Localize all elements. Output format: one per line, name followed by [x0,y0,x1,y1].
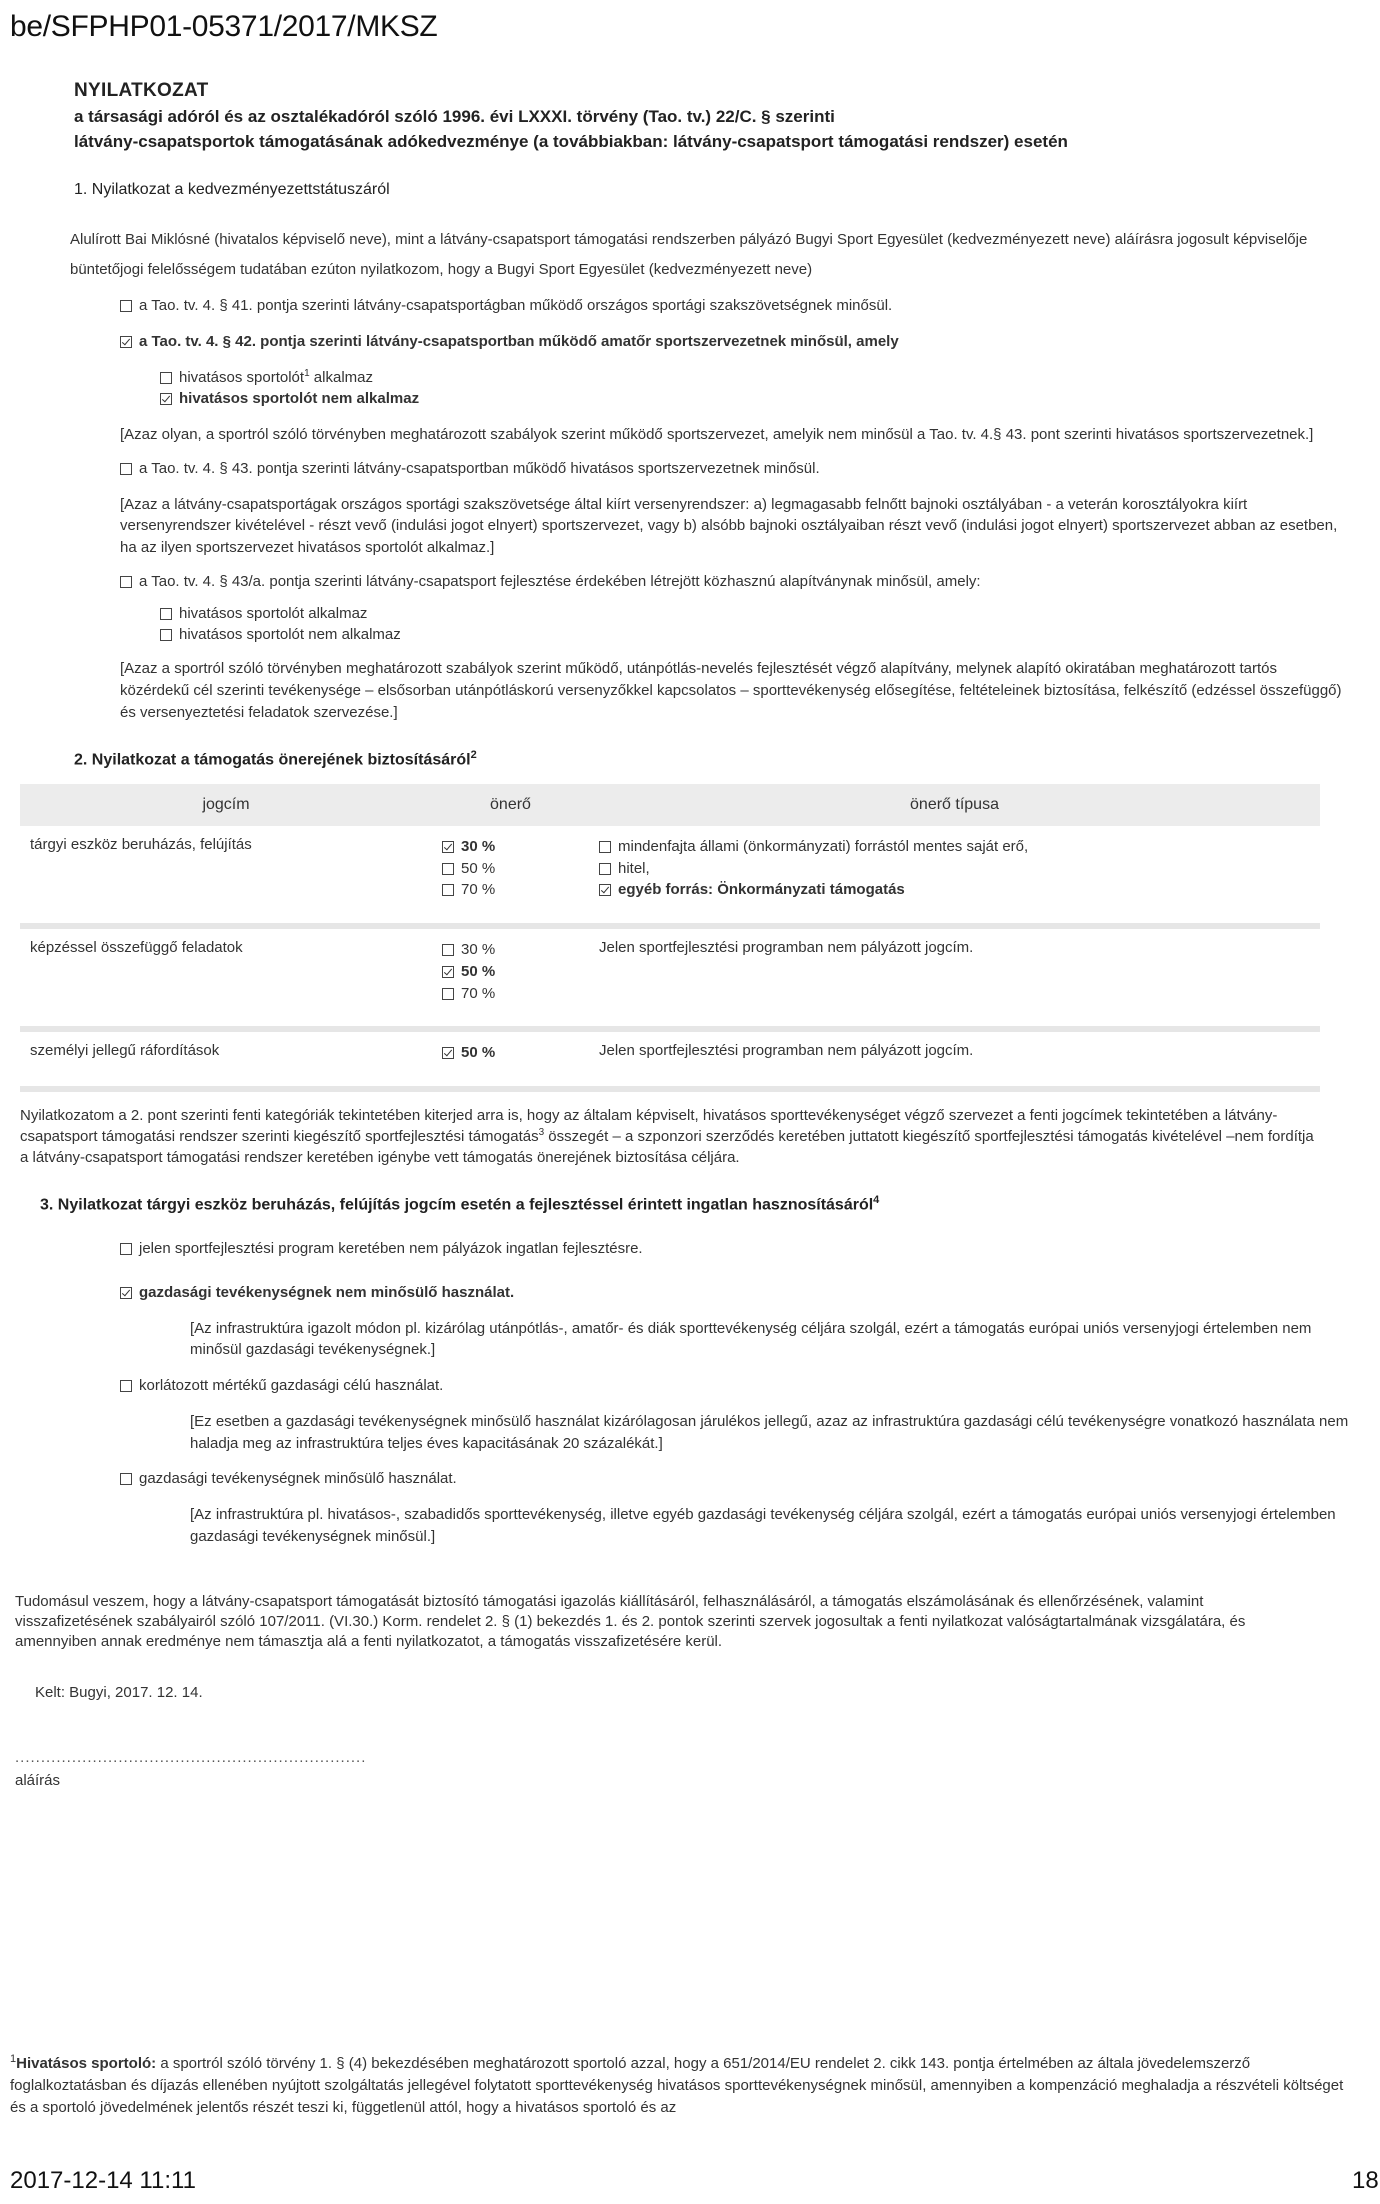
s1-option-43a[interactable] [120,571,1350,593]
declaration-page [15,80,1350,1792]
section-3-heading-text: 3. Nyilatkozat tárgyi eszköz beruházás, felújítás jogcím esetén a fejlesztéssel érintett ingatlan hasznosításáról [40,1196,874,1214]
s1-option-42-a[interactable] [160,367,1350,389]
document-title: NYILATKOZAT [74,80,209,101]
checkbox-unchecked[interactable] [120,576,132,588]
s3-option-label: jelen sportfejlesztési program keretében nem pályázok ingatlan fejlesztésre. [139,1240,643,1258]
s1-option-43a-note: [Azaz a sportról szóló törvényben meghatározott szabályok szerint működő, utánpótlás-nevelés fejlesztését végző alapítvány, melynek alapító okiratában meghatározott tartós közérdekű cél szerinti tevékenysége – elsősorban utánpótláskorú versenyzőkkel kapcsolatos – sporttevékenység elősegítése, feltételeinek biztosítása, felkészítő (edzéssel összefüggő) és versenyeztetési feladatok szervezése.] [120,660,1342,721]
closing-statement: Tudomásul veszem, hogy a látvány-csapatsport támogatását biztosító támogatási igazolás kiállításáról, felhasználásáról, a támogatás elszámolásának és ellenőrzésének, valamint visszafizetésének szabályairól szóló 107/2011. (VI.30.) Korm. rendelet 2. § (1) bekezdés 1. és 2. pontok szerinti szervek jogosultak a fenti nyilatkozat valóságtartalmának vizsgálatára, és amennyiben annak eredménye nem támasztja alá a fenti nyilatkozatot, a támogatás visszafizetésére kerül. [15,1592,1246,1651]
footnote-ref-1: 1 [304,367,310,379]
signature-label: aláírás [15,1771,61,1789]
s3-option-limited-economic[interactable] [120,1375,1350,1397]
checkbox-checked[interactable] [599,884,611,896]
col-header-onero-tipusa: önerő típusa [589,784,1320,826]
statement-part-b: összegét – a szponzori szerződés keretében juttatott kiegészítő sportfejlesztési támogatás kivételével –nem fordítja a látvány-csapatsport támogatási rendszer keretében igénybe vett támogatás önerejének biztosítása céljára. [20,1128,1314,1166]
pct-option[interactable] [442,939,579,961]
row-jogcim: képzéssel összefüggő feladatok [30,939,243,957]
s1-option-43-note: [Azaz a látvány-csapatsportágak országos sportági szakszövetsége által kiírt versenyrendszer: a) legmagasabb felnőtt bajnoki osztályában - a veterán korosztályokra kiírt versenyrendszer kivételével - részt vevő (indulási jogot elnyert) sportszervezet, vagy b) alsóbb bajnoki osztályaiban részt vevő (indulási jogot elnyert) sportszervezet abban az esetben, ha az ilyen sportszervezet hivatásos sportolót alkalmaz.] [120,495,1338,557]
signature-line: .................................................................... [15,1748,367,1766]
s1-option-41[interactable] [120,295,1350,317]
s3-option-non-economic[interactable] [120,1282,1350,1304]
footnote-ref-3: 3 [538,1127,545,1139]
s1-option-42-a-text: hivatásos sportolót [179,368,305,386]
row-separator [20,1086,1320,1092]
section-1-heading: 1. Nyilatkozat a kedvezményezettstátuszáról [74,181,390,199]
pct-option[interactable] [442,961,579,983]
s1-option-43a-b-label: hivatásos sportolót nem alkalmaz [179,626,401,644]
checkbox-checked[interactable] [442,966,454,978]
s1-option-42-b[interactable] [160,388,1350,410]
type-label: egyéb forrás: Önkormányzati támogatás [618,881,905,899]
s1-option-43[interactable] [120,458,1350,480]
checkbox-unchecked[interactable] [599,841,611,853]
row-tipus: Jelen sportfejlesztési programban nem pályázott jogcím. [599,939,974,957]
date-place: Kelt: Bugyi, 2017. 12. 14. [35,1684,203,1702]
pct-option[interactable] [442,983,579,1005]
pct-option[interactable] [442,879,579,901]
scan-timestamp: 2017-12-14 11:11 [10,2167,196,2194]
s3-option-label: korlátozott mértékű gazdasági célú használat. [139,1377,444,1395]
type-option[interactable] [599,836,1310,858]
s1-option-41-label: a Tao. tv. 4. § 41. pontja szerinti látvány-csapatsportágban működő országos sportági szakszövetségnek minősül. [139,297,893,315]
checkbox-checked[interactable] [160,393,172,405]
pct-label: 50 % [461,859,496,877]
row-tipus: Jelen sportfejlesztési programban nem pályázott jogcím. [599,1042,974,1060]
s1-option-42-a-label [179,367,373,389]
checkbox-checked[interactable] [442,1047,454,1059]
type-option[interactable] [599,858,1310,880]
footnote-text: a sportról szóló törvény 1. § (4) bekezdésében meghatározott sportoló azzal, hogy a 651/2014/EU rendelet 2. cikk 143. pontja értelmében az általa jövedelemszerző foglalkoztatásban és díjazás ellenében nyújtott szolgáltatás jellegével folytatott sporttevékenység hivatásos sporttevékenységnek minősül, amennyiben a kompenzáció meghaladja a részvételi költséget és a sportoló jövedelmének jelentős részét teszi ki, függetlenül attól, hogy a hivatásos sportoló és az [10,2055,1344,2116]
title-line-2: látvány-csapatsportok támogatásának adókedvezménye (a továbbiakban: látvány-csapatsport támogatási rendszer) esetén [74,132,1068,152]
pct-label: 30 % [461,837,496,855]
pct-label: 70 % [461,881,496,899]
checkbox-checked[interactable] [120,336,132,348]
section-2-heading [74,749,1350,769]
pct-option[interactable] [442,836,579,858]
section-2-statement [20,1106,1320,1168]
table-row [20,929,1320,1026]
page-number: 18 [1352,2167,1379,2194]
statement-part-a: Nyilatkozatom a 2. pont szerinti fenti kategóriák tekintetében kiterjed arra is, hogy az általam képviselt, hivatásos sporttevékenységet végző szervezet a fenti jogcímek tekintetében a látvány-csapatsport támogatási rendszer szerinti kiegészítő sportfejlesztési támogatás [20,1107,1278,1146]
checkbox-unchecked[interactable] [160,629,172,641]
s3-note: [Az infrastruktúra igazolt módon pl. kizárólag utánpótlás-, amatőr- és diák sporttevékenység céljára szolgál, ezért a támogatás európai uniós versenyjogi értelemben nem minősül gazdasági tevékenységnek.] [190,1319,1312,1359]
checkbox-unchecked[interactable] [160,608,172,620]
s3-option-economic[interactable] [120,1468,1350,1490]
footnote-ref-2: 2 [470,749,477,762]
s3-option-label: gazdasági tevékenységnek minősülő használat. [139,1470,457,1488]
s1-option-42-label: a Tao. tv. 4. § 42. pontja szerinti látvány-csapatsportban működő amatőr sportszervezetnek minősül, amely [139,332,899,350]
s1-option-42[interactable] [120,331,1350,353]
checkbox-unchecked[interactable] [442,884,454,896]
footnote-term: Hivatásos sportoló: [16,2055,157,2072]
checkbox-unchecked[interactable] [442,988,454,1000]
footnote-1 [10,2052,1355,2118]
type-label: mindenfajta állami (önkormányzati) forrástól mentes saját erő, [618,837,1029,855]
row-jogcim: személyi jellegű ráfordítások [30,1042,220,1060]
s3-note: [Ez esetben a gazdasági tevékenységnek minősülő használat kizárólagosan járulékos jellegű, azaz az infrastruktúra gazdasági célú tevékenységre vonatkozó használata nem haladja meg az infrastruktúra teljes éves kapacitásának 20 százalékát.] [190,1412,1349,1452]
section-3-heading [40,1194,1350,1214]
title-line-1: a társasági adóról és az osztalékadóról szóló 1996. évi LXXXI. törvény (Tao. tv.) 22/C. § szerinti [74,107,835,126]
table-row [20,1032,1320,1086]
document-id: be/SFPHP01-05371/2017/MKSZ [10,10,438,43]
pct-option[interactable] [442,1042,579,1064]
checkbox-unchecked[interactable] [120,1380,132,1392]
pct-label: 50 % [461,1044,496,1062]
s3-option-no-property[interactable] [120,1238,1350,1260]
checkbox-unchecked[interactable] [120,1473,132,1485]
s1-option-42-note: [Azaz olyan, a sportról szóló törvényben meghatározott szabályok szerint működő sportszervezet, amelyik nem minősül a Tao. tv. 4.§ 43. pont szerinti hivatásos sportszervezetnek.] [120,426,1314,444]
s1-option-43a-label: a Tao. tv. 4. § 43/a. pontja szerinti látvány-csapatsport fejlesztése érdekében létrejött közhasznú alapítványnak minősül, amely: [139,572,981,590]
checkbox-unchecked[interactable] [120,1243,132,1255]
col-header-jogcim: jogcím [20,784,432,826]
row-onero [432,826,589,923]
s1-option-43-label: a Tao. tv. 4. § 43. pontja szerinti látvány-csapatsportban működő hivatásos sportszervezetnek minősül. [139,459,820,477]
checkbox-checked[interactable] [120,1287,132,1299]
row-onero [432,929,589,1026]
col-header-onero: önerő [432,784,589,826]
footnote-marker: 1 [10,2053,17,2065]
checkbox-unchecked[interactable] [599,863,611,875]
s1-option-43a-a-label: hivatásos sportolót alkalmaz [179,604,368,622]
row-jogcim: tárgyi eszköz beruházás, felújítás [30,835,252,853]
s3-option-label: gazdasági tevékenységnek nem minősülő használat. [139,1283,515,1301]
row-onero [432,1032,589,1086]
s1-option-42-b-label: hivatásos sportolót nem alkalmaz [179,390,420,408]
checkbox-unchecked[interactable] [120,463,132,475]
pct-label: 50 % [461,962,496,980]
type-option[interactable] [599,879,1310,901]
s1-option-43a-a[interactable] [160,603,1350,625]
checkbox-unchecked[interactable] [120,300,132,312]
self-contribution-table [20,784,1320,1092]
checkbox-unchecked[interactable] [442,863,454,875]
type-label: hitel, [618,859,650,877]
section-1-intro: Alulírott Bai Miklósné (hivatalos képviselő neve), mint a látvány-csapatsport támogatási rendszerben pályázó Bugyi Sport Egyesület (kedvezményezett neve) aláírásra jogosult képviselője büntetőjogi felelősségem tudatában ezúton nyilatkozom, hogy a Bugyi Sport Egyesület (kedvezményezett neve) [70,231,1308,279]
pct-label: 30 % [461,941,496,959]
s3-note: [Az infrastruktúra pl. hivatásos-, szabadidős sporttevékenység, illetve egyéb gazdasági tevékenység céljára szolgál, ezért a támogatás európai uniós versenyjogi értelemben gazdasági tevékenységnek minősül.] [190,1506,1336,1545]
s1-option-43a-b[interactable] [160,624,1350,646]
checkbox-unchecked[interactable] [160,372,172,384]
checkbox-unchecked[interactable] [442,944,454,956]
row-tipus [589,826,1320,923]
checkbox-checked[interactable] [442,841,454,853]
table-row [20,826,1320,923]
section-2-heading-text: 2. Nyilatkozat a támogatás önerejének biztosításáról [74,751,471,769]
pct-label: 70 % [461,984,496,1002]
pct-option[interactable] [442,858,579,880]
footnote-ref-4: 4 [873,1193,880,1206]
s1-option-42-a-tail: alkalmaz [309,368,373,386]
